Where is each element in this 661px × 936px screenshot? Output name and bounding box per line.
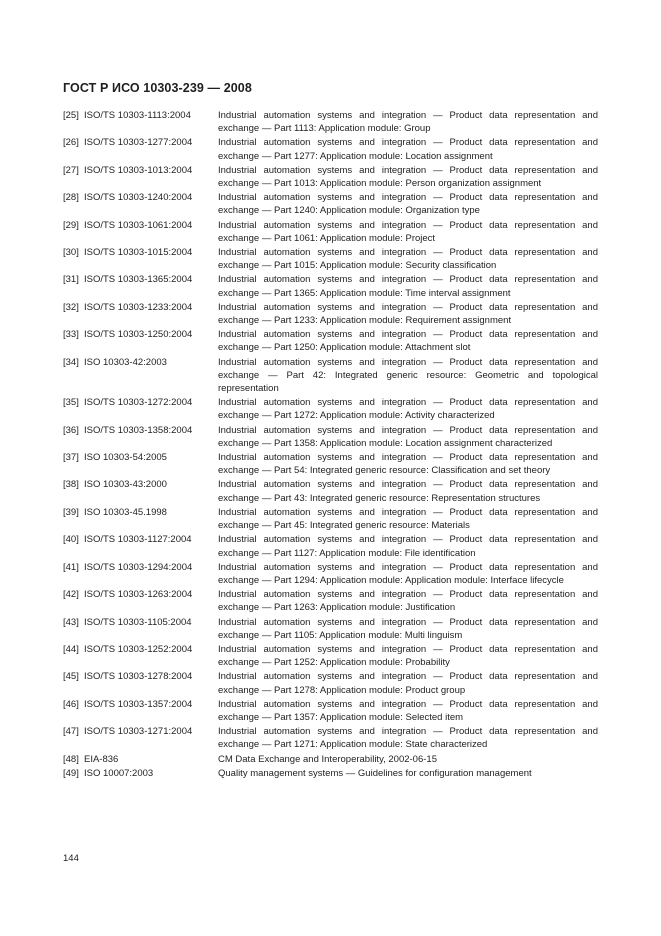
reference-entry bbox=[63, 643, 598, 669]
reference-entry bbox=[63, 136, 598, 162]
reference-entry bbox=[63, 219, 598, 245]
reference-label bbox=[63, 451, 218, 477]
reference-description: Industrial automation systems and integration — Product data representation and exchange — Part 1277: Application module: Location assignment bbox=[218, 137, 598, 162]
reference-entry bbox=[63, 301, 598, 327]
reference-number: [29] bbox=[63, 219, 79, 231]
reference-label bbox=[63, 301, 218, 327]
reference-label bbox=[63, 753, 218, 766]
reference-entry bbox=[63, 424, 598, 450]
reference-entry bbox=[63, 328, 598, 354]
reference-label bbox=[63, 328, 218, 354]
reference-entry bbox=[63, 670, 598, 696]
reference-label bbox=[63, 643, 218, 669]
reference-standard-id: ISO 10007:2003 bbox=[84, 767, 154, 779]
reference-label bbox=[63, 424, 218, 450]
reference-description: Industrial automation systems and integration — Product data representation and exchange — Part 1278: Application module: Product group bbox=[218, 671, 598, 696]
reference-number: [41] bbox=[63, 561, 79, 573]
reference-label bbox=[63, 164, 218, 190]
reference-number: [34] bbox=[63, 356, 79, 368]
reference-label bbox=[63, 698, 218, 724]
reference-description: Industrial automation systems and integration — Product data representation and exchange — Part 45: Integrated generic resource: Materials bbox=[218, 506, 598, 532]
reference-standard-id: ISO/TS 10303-1365:2004 bbox=[84, 274, 193, 286]
reference-number: [45] bbox=[63, 671, 79, 683]
reference-label bbox=[63, 191, 218, 217]
reference-standard-id: ISO 10303-54:2005 bbox=[84, 452, 167, 464]
reference-standard-id: ISO 10303-42:2003 bbox=[84, 356, 167, 368]
reference-standard-id: ISO/TS 10303-1278:2004 bbox=[84, 671, 193, 683]
reference-standard-id: ISO/TS 10303-1252:2004 bbox=[84, 643, 193, 655]
reference-label bbox=[63, 246, 218, 272]
reference-label bbox=[63, 670, 218, 696]
reference-description: Industrial automation systems and integration — Product data representation and exchange — Part 1015: Application module: Security classification bbox=[218, 247, 598, 272]
reference-number: [27] bbox=[63, 164, 79, 176]
reference-number: [31] bbox=[63, 274, 79, 286]
reference-label bbox=[63, 478, 218, 504]
reference-label bbox=[63, 533, 218, 559]
reference-standard-id: ISO/TS 10303-1061:2004 bbox=[84, 219, 193, 231]
reference-description: Industrial automation systems and integration — Product data representation and exchange — Part 1358: Application module: Location assignment characterized bbox=[218, 424, 598, 449]
reference-label bbox=[63, 273, 218, 299]
reference-label bbox=[63, 725, 218, 751]
reference-standard-id: EIA-836 bbox=[84, 753, 119, 765]
reference-standard-id: ISO/TS 10303-1013:2004 bbox=[84, 164, 193, 176]
reference-number: [26] bbox=[63, 137, 79, 149]
reference-entry bbox=[63, 356, 598, 396]
reference-description: Industrial automation systems and integration — Product data representation and exchange — Part 1113: Application module: Group bbox=[218, 110, 598, 135]
reference-entry bbox=[63, 533, 598, 559]
reference-entry bbox=[63, 273, 598, 299]
reference-number: [28] bbox=[63, 192, 79, 204]
reference-standard-id: ISO/TS 10303-1250:2004 bbox=[84, 329, 193, 341]
reference-description: Industrial automation systems and integration — Product data representation and exchange — Part 1105: Application module: Multi linguism bbox=[218, 616, 598, 641]
reference-label bbox=[63, 616, 218, 642]
reference-entry bbox=[63, 191, 598, 217]
reference-standard-id: ISO/TS 10303-1240:2004 bbox=[84, 192, 193, 204]
reference-standard-id: ISO 10303-43:2000 bbox=[84, 479, 167, 491]
reference-entry bbox=[63, 396, 598, 422]
reference-standard-id: ISO/TS 10303-1357:2004 bbox=[84, 698, 193, 710]
reference-entry bbox=[63, 561, 598, 587]
reference-description: Industrial automation systems and integration — Product data representation and exchange — Part 1061: Application module: Project bbox=[218, 219, 598, 244]
reference-entry bbox=[63, 767, 598, 780]
reference-label bbox=[63, 136, 218, 162]
reference-standard-id: ISO/TS 10303-1271:2004 bbox=[84, 726, 193, 738]
reference-description: Industrial automation systems and integration — Product data representation and exchange — Part 1127: Application module: File identification bbox=[218, 534, 598, 559]
reference-entry bbox=[63, 451, 598, 477]
reference-number: [43] bbox=[63, 616, 79, 628]
reference-description: CM Data Exchange and Interoperability, 2002-06-15 bbox=[218, 753, 437, 765]
reference-description: Industrial automation systems and integration — Product data representation and exchange — Part 1294: Application module: Application module: Interface lifecycle bbox=[218, 561, 598, 586]
reference-number: [35] bbox=[63, 397, 79, 409]
page-number: 144 bbox=[63, 853, 79, 864]
reference-standard-id: ISO/TS 10303-1105:2004 bbox=[84, 616, 192, 628]
reference-label bbox=[63, 588, 218, 614]
reference-number: [47] bbox=[63, 726, 79, 738]
reference-entry bbox=[63, 588, 598, 614]
reference-number: [42] bbox=[63, 589, 79, 601]
reference-standard-id: ISO/TS 10303-1358:2004 bbox=[84, 424, 193, 436]
reference-description: Industrial automation systems and integration — Product data representation and exchange — Part 1252: Application module: Probability bbox=[218, 643, 598, 669]
reference-description: Industrial automation systems and integration — Product data representation and exchange — Part 1250: Application module: Attachment slot bbox=[218, 329, 598, 354]
reference-label bbox=[63, 767, 218, 780]
reference-number: [39] bbox=[63, 506, 79, 518]
reference-description: Quality management systems — Guidelines for configuration management bbox=[218, 767, 532, 779]
reference-standard-id: ISO/TS 10303-1015:2004 bbox=[84, 247, 193, 259]
reference-number: [37] bbox=[63, 452, 79, 464]
reference-standard-id: ISO/TS 10303-1233:2004 bbox=[84, 301, 193, 313]
references-list bbox=[63, 109, 598, 781]
reference-description: Industrial automation systems and integration — Product data representation and exchange — Part 1272: Application module: Activity characterized bbox=[218, 397, 598, 422]
reference-standard-id: ISO/TS 10303-1277:2004 bbox=[84, 137, 193, 149]
reference-standard-id: ISO/TS 10303-1113:2004 bbox=[84, 110, 191, 121]
reference-description: Industrial automation systems and integration — Product data representation and exchange — Part 1013: Application module: Person organization assignment bbox=[218, 164, 598, 190]
reference-standard-id: ISO/TS 10303-1272:2004 bbox=[84, 397, 193, 409]
reference-entry bbox=[63, 753, 598, 766]
reference-label bbox=[63, 356, 218, 396]
reference-entry bbox=[63, 246, 598, 272]
reference-number: [46] bbox=[63, 698, 79, 710]
reference-number: [32] bbox=[63, 301, 79, 313]
reference-entry bbox=[63, 616, 598, 642]
reference-label bbox=[63, 396, 218, 422]
reference-number: [48] bbox=[63, 753, 79, 765]
reference-description: Industrial automation systems and integration — Product data representation and exchange — Part 54: Integrated generic resource: Classification and set theory bbox=[218, 452, 598, 477]
reference-number: [40] bbox=[63, 534, 79, 546]
reference-description: Industrial automation systems and integration — Product data representation and exchange — Part 1240: Application module: Organization type bbox=[218, 192, 598, 217]
reference-description: Industrial automation systems and integration — Product data representation and exchange — Part 43: Integrated generic resource: Representation structures bbox=[218, 479, 598, 504]
reference-label bbox=[63, 561, 218, 587]
reference-description: Industrial automation systems and integration — Product data representation and exchange — Part 42: Integrated generic resource: Geometric and topological representation bbox=[218, 356, 598, 395]
reference-entry bbox=[63, 725, 598, 751]
reference-standard-id: ISO/TS 10303-1263:2004 bbox=[84, 589, 193, 601]
reference-description: Industrial automation systems and integration — Product data representation and exchange — Part 1271: Application module: State characterized bbox=[218, 726, 598, 751]
reference-number: [33] bbox=[63, 329, 79, 341]
reference-description: Industrial automation systems and integration — Product data representation and exchange — Part 1365: Application module: Time interval assignment bbox=[218, 274, 598, 299]
reference-number: [36] bbox=[63, 424, 79, 436]
reference-number: [25] bbox=[63, 110, 79, 121]
reference-label bbox=[63, 506, 218, 532]
reference-entry bbox=[63, 478, 598, 504]
reference-label bbox=[63, 109, 218, 135]
reference-number: [30] bbox=[63, 247, 79, 259]
reference-entry bbox=[63, 698, 598, 724]
reference-standard-id: ISO/TS 10303-1294:2004 bbox=[84, 561, 193, 573]
reference-number: [38] bbox=[63, 479, 79, 491]
reference-number: [44] bbox=[63, 643, 79, 655]
reference-entry bbox=[63, 506, 598, 532]
reference-standard-id: ISO 10303-45.1998 bbox=[84, 506, 167, 518]
reference-entry bbox=[63, 109, 598, 135]
page-header: ГОСТ Р ИСО 10303-239 — 2008 bbox=[63, 81, 252, 95]
reference-entry bbox=[63, 164, 598, 190]
reference-number: [49] bbox=[63, 767, 79, 779]
reference-description: Industrial automation systems and integration — Product data representation and exchange — Part 1263: Application module: Justification bbox=[218, 589, 598, 614]
reference-standard-id: ISO/TS 10303-1127:2004 bbox=[84, 534, 192, 546]
reference-description: Industrial automation systems and integration — Product data representation and exchange — Part 1233: Application module: Requirement assignment bbox=[218, 301, 598, 327]
reference-label bbox=[63, 219, 218, 245]
reference-description: Industrial automation systems and integration — Product data representation and exchange — Part 1357: Application module: Selected item bbox=[218, 698, 598, 723]
